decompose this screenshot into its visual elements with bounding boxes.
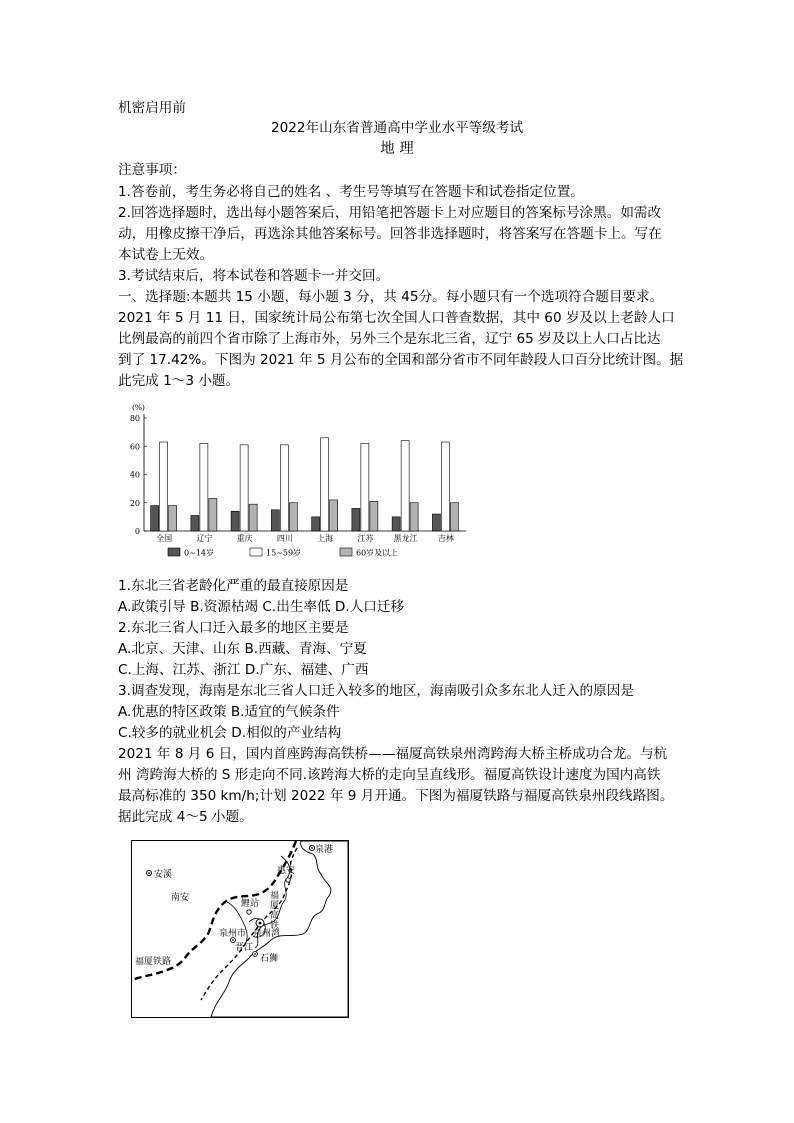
bar: [271, 510, 279, 531]
intro-paragraph: 最高标准的 350 km/h;计划 2022 年 9 月开通。下图为福厦铁路与福厦高铁泉州段线路图。: [118, 788, 674, 804]
bar: [312, 517, 320, 531]
bar: [321, 438, 329, 531]
legend-swatch: [168, 548, 180, 556]
question-1-options: A.政策引导 B.资源枯竭 C.出生率低 D.人口迁移: [118, 599, 405, 615]
y-axis-label: (%): [132, 403, 145, 412]
place-label: 泉州市: [219, 929, 247, 939]
legend-label: 15~59岁: [266, 548, 302, 558]
exam-subject: 地 理: [380, 141, 414, 157]
legend-label: 60岁及以上: [356, 548, 399, 558]
question-3-options: C.较多的就业机会 D.相似的产业结构: [118, 725, 342, 741]
bar: [432, 514, 440, 531]
bar: [240, 445, 248, 531]
bar: [352, 508, 360, 531]
intro-paragraph: 到了 17.42%。下图为 2021 年 5 月公布的全国和部分省市不同年龄段人口百分比统计图。据: [118, 352, 684, 368]
bar: [441, 442, 449, 531]
city-marker: [232, 939, 234, 941]
notice-item: 本试卷上无效。: [118, 247, 214, 263]
bar: [280, 445, 288, 531]
place-label: 泉州湾: [253, 929, 281, 939]
x-tick-label: 辽宁: [196, 534, 213, 543]
population-age-chart: [118, 398, 478, 566]
x-tick-label: 黑龙江: [393, 534, 418, 543]
legend-swatch: [340, 548, 352, 556]
x-tick-label: 上海: [317, 534, 334, 543]
x-tick-label: 全国: [156, 534, 173, 543]
hsr-label: 福厦高铁: [268, 890, 278, 930]
notice-item: 动，用橡皮擦干净后，再选涂其他答案标号。回答非选择题时，将答案写在答题卡上。写在: [118, 226, 662, 242]
city-marker: [311, 847, 313, 849]
section-heading: 一、选择题:本题共 15 小题，每小题 3 分，共 45分。每小题只有一个选项符合题目要求。: [118, 289, 664, 305]
intro-paragraph: 2021 年 8 月 6 日，国内首座跨海高铁桥——福厦高铁泉州湾跨海大桥主桥成功合龙。与杭: [118, 746, 668, 762]
bar: [191, 515, 199, 531]
y-tick-label: 80: [129, 414, 140, 423]
intro-paragraph: 比例最高的前四个省市除了上海市外，另外三个是东北三省，辽宁 65 岁及以上人口占比达: [118, 331, 661, 347]
bar: [410, 503, 418, 531]
y-tick-label: 20: [129, 498, 140, 508]
place-label: 石狮: [260, 954, 279, 964]
intro-paragraph: 据此完成 4～5 小题。: [118, 809, 253, 825]
place-label: 南安: [171, 893, 190, 903]
bar: [361, 443, 369, 531]
bar: [151, 506, 159, 531]
quanzhou-route-map: [131, 840, 349, 1018]
legend-label: 0~14岁: [184, 548, 214, 558]
bar: [330, 500, 338, 531]
bar: [231, 511, 239, 531]
notice-item: 2.回答选择题时，选出每小题答案后，用铅笔把答题卡上对应题目的答案标号涂黑。如需改: [118, 205, 662, 221]
bar: [401, 441, 409, 531]
place-label: 泉港: [315, 845, 334, 855]
x-tick-label: 四川: [276, 534, 293, 543]
x-tick-label: 重庆: [236, 534, 253, 543]
question-3: 3.调查发现，海南是东北三省人口迁入较多的地区，海南吸引众多东北人迁入的原因是: [118, 683, 634, 699]
bar: [370, 501, 378, 531]
exam-title: 2022年山东省普通高中学业水平等级考试: [270, 120, 524, 136]
intro-paragraph: 此完成 1～3 小题。: [118, 373, 240, 389]
chart-bars: [151, 438, 459, 531]
question-2-options: A.北京、天津、山东 B.西藏、青海、宁夏: [118, 641, 367, 657]
bar: [289, 503, 297, 531]
city-marker: [254, 953, 256, 955]
notice-heading: 注意事项：: [118, 162, 186, 178]
place-label: 鲤站: [241, 899, 260, 909]
place-label: 安溪: [154, 870, 173, 880]
city-marker: [286, 878, 290, 882]
notice-item: 1.答卷前，考生务必将自己的姓名 、考生号等填写在答题卡和试卷指定位置。: [118, 184, 584, 200]
bar: [392, 517, 400, 531]
question-3-options: A.优惠的特区政策 B.适宜的气候条件: [118, 704, 340, 720]
railway-label: 福厦铁路: [135, 957, 172, 967]
place-label: 晋江: [235, 943, 254, 953]
bar: [209, 499, 217, 531]
intro-paragraph: 州 湾跨海大桥的 S 形走向不同.该跨海大桥的走向呈直线形。福厦高铁设计速度为国内高铁: [118, 767, 661, 783]
y-tick-label: 40: [129, 470, 140, 480]
x-tick-label: 江苏: [357, 534, 374, 543]
bar: [249, 504, 257, 531]
question-1: 1.东北三省老龄化严重的最直接原因是: [118, 578, 349, 594]
station-marker: [247, 910, 251, 914]
bar: [200, 443, 208, 531]
legend-swatch: [250, 548, 262, 556]
chart-legend: [168, 548, 398, 558]
notice-item: 3.考试结束后，将本试卷和答题卡一并交回。: [118, 268, 390, 284]
intro-paragraph: 2021 年 5 月 11 日，国家统计局公布第七次全国人口普查数据，其中 60 岁及以上老龄人口: [118, 310, 675, 326]
y-tick-label: 60: [129, 442, 140, 452]
secrecy-label: 机密启用前: [118, 100, 186, 116]
x-tick-label: 吉林: [437, 534, 454, 543]
city-marker: [259, 922, 262, 925]
question-2: 2.东北三省人口迁入最多的地区主要是: [118, 620, 349, 636]
bar: [450, 503, 458, 531]
bar: [169, 506, 177, 531]
bar: [160, 442, 168, 531]
y-tick-label: 0: [134, 527, 140, 536]
question-2-options: C.上海、江苏、浙江 D.广东、福建、广西: [118, 662, 369, 678]
city-marker: [148, 872, 150, 874]
place-label: 惠安: [277, 866, 296, 876]
